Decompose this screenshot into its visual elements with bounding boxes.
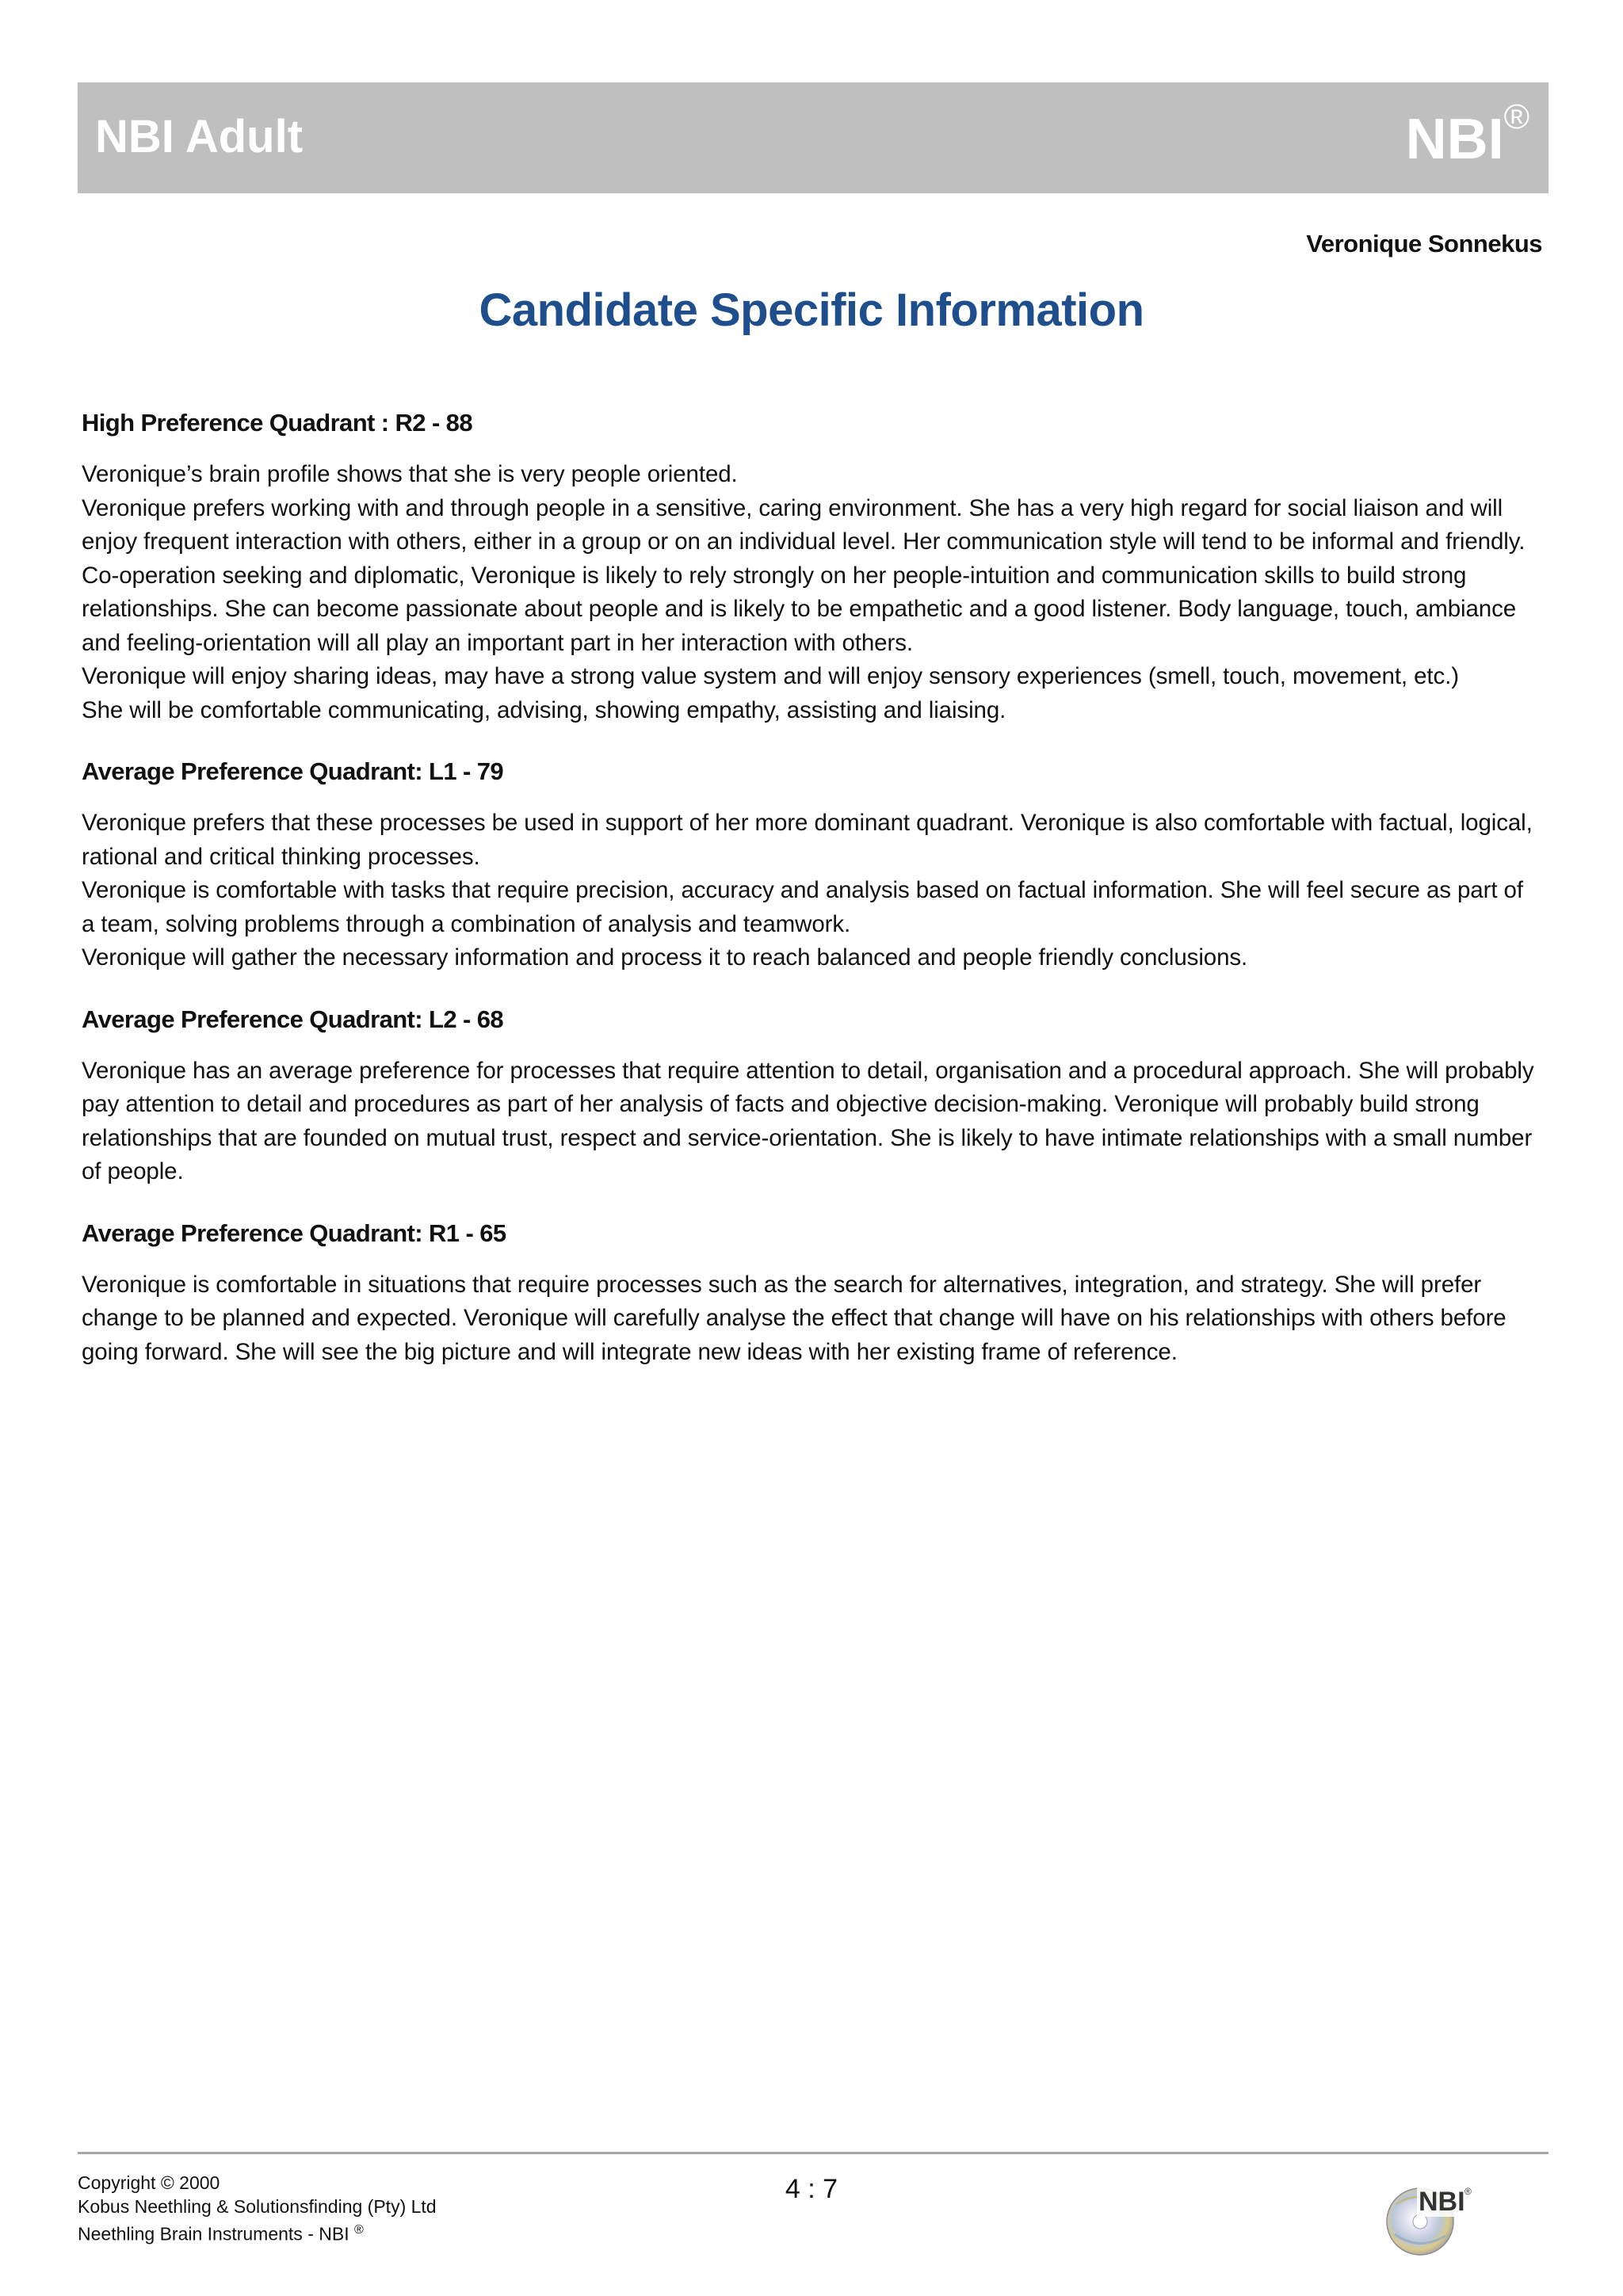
header-bar	[78, 82, 1549, 193]
footer-divider	[78, 2152, 1549, 2154]
registered-mark: ®	[353, 2223, 364, 2237]
section-l1	[82, 754, 1540, 975]
paragraph: Veronique will gather the necessary information and process it to reach balanced and people friendly conclusions.	[82, 944, 1248, 971]
copyright-line: Copyright © 2000	[78, 2172, 220, 2193]
paragraph: Veronique prefers working with and through people in a sensitive, caring environment. She has a very high regard for social liaison and will enjoy frequent interaction with others, either in a group or on an individual level. Her communication style will tend to be informal and friendly. Co-operation seeking and diplomatic, Veronique is likely to rely strongly on her people-intuition and communication skills to build strong relationships. She can become passionate about people and is likely to be empathetic and a good listener. Body language, touch, ambiance and feeling-orientation will all play an important part in her interaction with others.	[82, 494, 1526, 656]
section-heading: Average Preference Quadrant: L2 - 68	[82, 1005, 504, 1033]
registered-mark: ®	[1503, 97, 1529, 136]
product-line	[78, 2218, 437, 2246]
paragraph: Veronique prefers that these processes be used in support of her more dominant quadrant. Veronique is also comfortable with factual, logical, rational and critical thinking processes.	[82, 810, 1533, 870]
product-name: Neethling Brain Instruments - NBI	[78, 2223, 349, 2245]
report-content	[82, 406, 1540, 1396]
section-heading: Average Preference Quadrant: L1 - 79	[82, 757, 504, 785]
section-heading: Average Preference Quadrant: R1 - 65	[82, 1219, 506, 1247]
section-l2	[82, 1002, 1540, 1189]
section-r1	[82, 1216, 1540, 1370]
page-title: Candidate Specific Information	[479, 284, 1144, 336]
paragraph: Veronique has an average preference for processes that require attention to detail, organisation and a procedural approach. She will probably pay attention to detail and procedures as part of her analysis of facts and objective decision-making. Veronique will probably build strong relationships that are founded on mutual trust, respect and service-orientation. She is likely to have intimate relationships with a small number of people.	[82, 1057, 1534, 1184]
section-heading: High Preference Quadrant : R2 - 88	[82, 409, 472, 437]
nbi-logo	[1405, 97, 1529, 171]
nbi-footer-logo-icon	[1381, 2172, 1476, 2260]
section-r2	[82, 406, 1540, 727]
paragraph: Veronique is comfortable with tasks that require precision, accuracy and analysis based on factual information. She will feel secure as part of a team, solving problems through a combination of analysis and teamwork.	[82, 877, 1523, 937]
nbi-logo-text: NBI	[1405, 108, 1504, 171]
header-title: NBI Adult	[95, 111, 304, 162]
footer-logo-text: NBI	[1419, 2187, 1465, 2217]
page-number: 4 : 7	[785, 2174, 838, 2204]
paragraph: Veronique will enjoy sharing ideas, may have a strong value system and will enjoy sensory experiences (smell, touch, movement, etc.)	[82, 663, 1459, 689]
paragraph: Veronique’s brain profile shows that she is very people oriented.	[82, 461, 738, 487]
footer-logo-mark: ®	[1465, 2186, 1472, 2197]
company-line: Kobus Neethling & Solutionsfinding (Pty) Ltd	[78, 2196, 437, 2217]
paragraph: She will be comfortable communicating, advising, showing empathy, assisting and liaising.	[82, 696, 1006, 723]
candidate-name: Veronique Sonnekus	[1306, 230, 1542, 257]
paragraph: Veronique is comfortable in situations that require processes such as the search for alternatives, integration, and strategy. She will prefer change to be planned and expected. Veronique will carefully analyse the effect that change will have on his relationships with others before going forward. She will see the big picture and will integrate new ideas with her existing frame of reference.	[82, 1271, 1507, 1365]
